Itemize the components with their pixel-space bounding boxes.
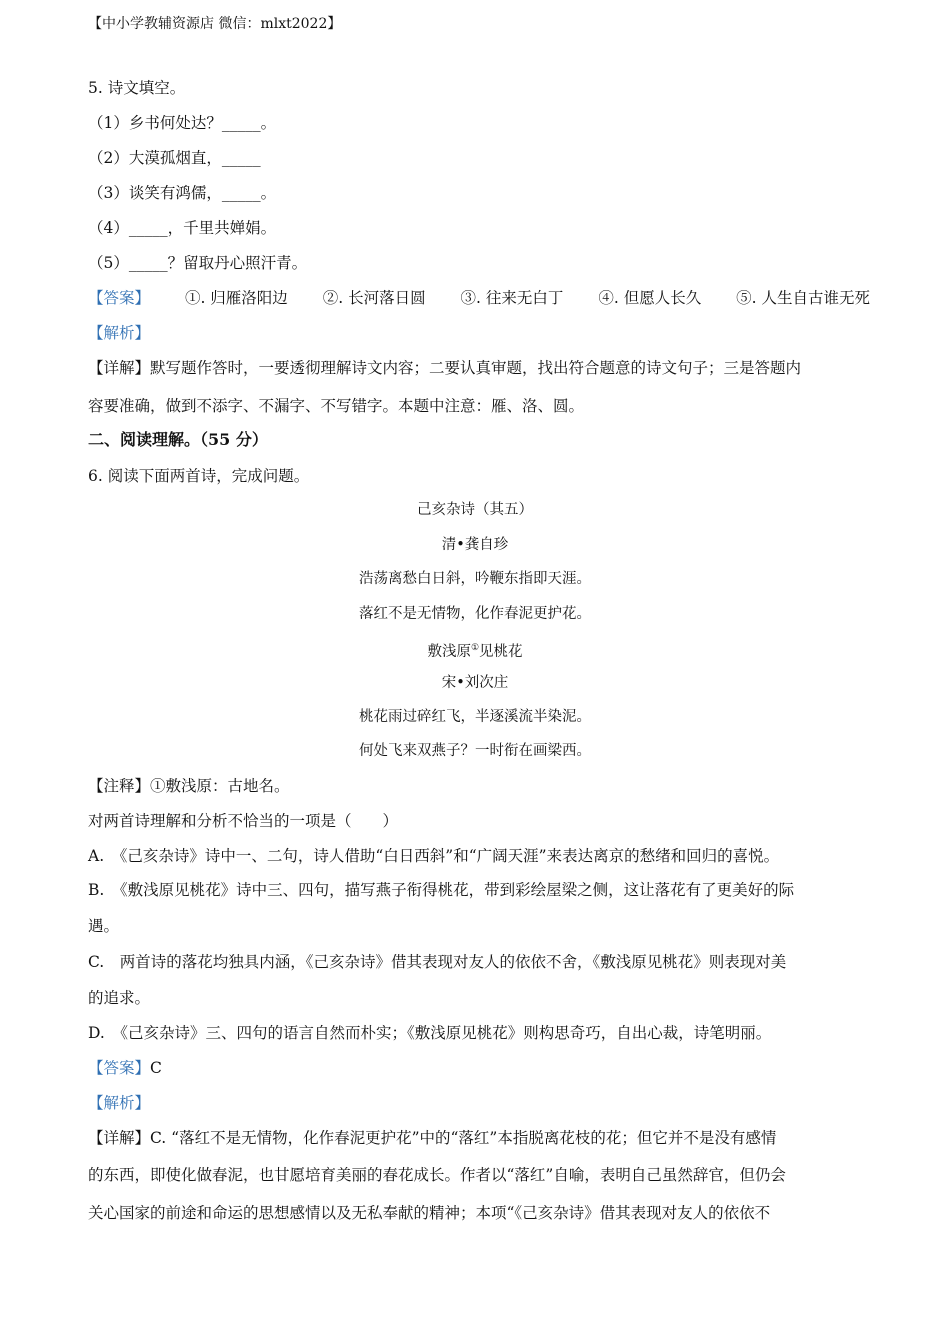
answer-tag: 【答案】 bbox=[88, 289, 151, 307]
q6-detail-line-3: 关心国家的前途和命运的思想感情以及无私奉献的精神；本项“《己亥杂诗》借其表现对友人的依依不 bbox=[88, 1204, 771, 1222]
poem1-title: 己亥杂诗（其五） bbox=[417, 502, 533, 518]
poem1-line-1: 浩荡离愁白日斜，吟鞭东指即天涯。 bbox=[359, 571, 591, 587]
q5-answer-5: ⑤. 人生自古谁无死 bbox=[736, 289, 870, 307]
q6-detail-line-2: 的东西，即使化做春泥，也甘愿培育美丽的春花成长。作者以“落红”自喻，表明自己虽然辞官，但仍会 bbox=[88, 1166, 786, 1184]
option-c-line-2: 的追求。 bbox=[88, 989, 151, 1007]
q6-answer-value: C bbox=[150, 1059, 162, 1077]
q6-question: 对两首诗理解和分析不恰当的一项是（ ） bbox=[88, 812, 399, 830]
q5-item-5: （5）_____？留取丹心照汗青。 bbox=[88, 254, 308, 272]
section-heading: 二、阅读理解。（55 分） bbox=[88, 430, 268, 449]
q5-answer-3: ③. 往来无白丁 bbox=[460, 289, 564, 307]
poem2-title-main: 敷浅原 bbox=[427, 643, 471, 660]
option-d: D. 《己亥杂诗》三、四句的语言自然而朴实；《敷浅原见桃花》则构思奇巧，自出心裁，诗笔明丽。 bbox=[88, 1024, 772, 1042]
q5-item-3: （3）谈笑有鸿儒，_____。 bbox=[88, 184, 277, 202]
q5-item-4: （4）_____，千里共婵娟。 bbox=[88, 219, 277, 237]
option-a: A. 《己亥杂诗》诗中一、二句，诗人借助“白日西斜”和“广阔天涯”来表达离京的愁绪和回归的喜悦。 bbox=[88, 847, 780, 865]
poem2-title-rest: 见桃花 bbox=[479, 643, 523, 660]
poem2-line-1: 桃花雨过碎红飞，半逐溪流半染泥。 bbox=[359, 709, 591, 725]
q5-answer-4: ④. 但愿人长久 bbox=[598, 289, 702, 307]
poem1-line-2: 落红不是无情物，化作春泥更护花。 bbox=[359, 606, 591, 622]
poem2-title bbox=[0, 638, 950, 662]
q5-answer-2: ②. 长河落日圆 bbox=[322, 289, 426, 307]
page-header: 【中小学教辅资源店 微信：mlxt2022】 bbox=[88, 16, 342, 32]
option-b-line-1: B. 《敷浅原见桃花》诗中三、四句，描写燕子衔得桃花，带到彩绘屋梁之侧，这让落花有了更美好的际 bbox=[88, 881, 795, 899]
q5-item-2: （2）大漠孤烟直，_____ bbox=[88, 149, 261, 167]
note: 【注释】①敷浅原：古地名。 bbox=[88, 777, 290, 795]
option-b-line-2: 遇。 bbox=[88, 917, 120, 935]
q6-detail-line-1: 【详解】C. “落红不是无情物，化作春泥更护花”中的“落红”本指脱离花枝的花；但它并不是没有感情 bbox=[88, 1129, 777, 1147]
option-c-line-1: C. 两首诗的落花均独具内涵，《己亥杂诗》借其表现对友人的依依不舍，《敷浅原见桃花》则表现对美 bbox=[88, 953, 787, 971]
q6-analysis-tag: 【解析】 bbox=[88, 1094, 151, 1112]
footnote-marker: ① bbox=[470, 643, 480, 653]
answer-tag: 【答案】 bbox=[88, 1059, 151, 1077]
q5-detail-line-2: 容要准确，做到不添字、不漏字、不写错字。本题中注意：雁、洛、圆。 bbox=[88, 397, 585, 415]
q6-title: 6. 阅读下面两首诗，完成问题。 bbox=[88, 467, 310, 485]
q6-answer-row bbox=[88, 1058, 162, 1078]
q5-title: 5. 诗文填空。 bbox=[88, 79, 186, 97]
poem1-author: 清•龚自珍 bbox=[441, 537, 509, 553]
q5-item-1: （1）乡书何处达？_____。 bbox=[88, 114, 277, 132]
poem2-line-2: 何处飞来双燕子？一时衔在画梁西。 bbox=[359, 743, 591, 759]
poem2-author: 宋•刘次庄 bbox=[441, 675, 509, 691]
q5-answer-1: ①. 归雁洛阳边 bbox=[184, 289, 288, 307]
q5-analysis-tag: 【解析】 bbox=[88, 324, 151, 342]
q5-answer-row bbox=[88, 288, 870, 308]
q5-detail-line-1: 【详解】默写题作答时，一要透彻理解诗文内容；二要认真审题，找出符合题意的诗文句子；三是答题内 bbox=[88, 359, 802, 377]
